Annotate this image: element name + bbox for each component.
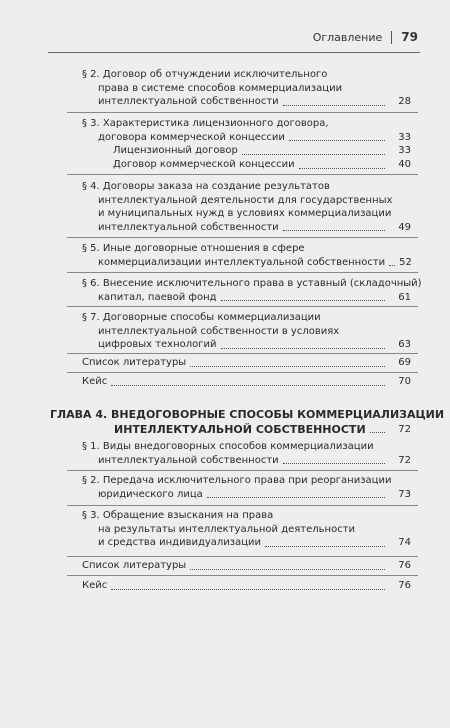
entry-page: 63: [398, 339, 411, 350]
entry-text: § 4. Договоры заказа на создание результатов: [82, 181, 330, 192]
entry-page: 49: [398, 221, 411, 233]
entry-text: § 5. Иные договорные отношения в сфере: [82, 243, 305, 254]
leader-dots: [299, 168, 385, 169]
entry-text: § 2. Передача исключительного права при реорганизации: [82, 475, 392, 486]
leader-dots: [283, 230, 385, 231]
leader-dots: [283, 463, 385, 464]
entry-text: цифровых технологий: [98, 339, 217, 350]
leader-dots: [111, 385, 385, 386]
toc-entry-ch4-bibliography[interactable]: [82, 559, 411, 573]
entry-text: и средства индивидуализации: [98, 537, 262, 548]
entry-page: 52: [399, 256, 412, 268]
leader-dots: [242, 154, 385, 155]
entry-text: интеллектуальной собственности: [98, 96, 279, 107]
entry-divider: [67, 353, 418, 354]
leader-dots: [111, 589, 385, 590]
entry-text: § 3. Обращение взыскания на права: [82, 510, 274, 521]
entry-page: 72: [398, 454, 411, 466]
entry-text: Список литературы: [82, 357, 187, 368]
toc-entry-par5[interactable]: [82, 242, 411, 269]
toc-subentry-license[interactable]: [113, 144, 411, 158]
entry-divider: [67, 112, 418, 113]
entry-divider: [67, 470, 418, 471]
entry-text: § 6. Внесение исключительного права в уставный (складочный): [82, 278, 422, 289]
entry-page: 73: [398, 488, 411, 500]
toc-entry-par2[interactable]: [82, 68, 411, 109]
toc-entry-ch4-par3[interactable]: [82, 509, 411, 550]
entry-text: § 1. Виды внедоговорных способов коммерциализации: [82, 441, 374, 452]
header-rule: [48, 52, 420, 53]
leader-dots: [283, 105, 385, 106]
entry-divider: [67, 556, 418, 557]
entry-divider: [67, 505, 418, 506]
toc-chapter-4[interactable]: [50, 407, 445, 437]
entry-divider: [67, 237, 418, 238]
leader-dots: [289, 140, 385, 141]
toc-entry-par3[interactable]: [82, 117, 411, 144]
leader-dots: [190, 569, 385, 570]
entry-page: 76: [398, 580, 411, 591]
chapter-title: ИНТЕЛЛЕКТУАЛЬНОЙ СОБСТВЕННОСТИ: [114, 423, 366, 436]
entry-page: 61: [398, 291, 411, 303]
entry-page: 74: [398, 537, 411, 548]
entry-page: 69: [398, 357, 411, 368]
leader-dots: [190, 366, 385, 367]
entry-text: § 3. Характеристика лицензионного договора,: [82, 118, 329, 129]
entry-text: Договор коммерческой концессии: [113, 159, 295, 170]
section-name: Оглавление: [312, 30, 383, 44]
entry-text: Список литературы: [82, 560, 187, 571]
toc-entry-par7[interactable]: [82, 311, 411, 352]
leader-dots: [221, 300, 385, 301]
entry-text: и муниципальных нужд в условиях коммерциализации: [98, 208, 392, 219]
entry-text: § 2. Договор об отчуждении исключительного: [82, 69, 328, 80]
entry-page: 33: [398, 131, 411, 143]
running-header: [313, 30, 418, 44]
entry-divider: [67, 174, 418, 175]
entry-page: 28: [398, 96, 411, 107]
entry-text: коммерциализации интеллектуальной собственности: [98, 256, 386, 268]
entry-text: § 7. Договорные способы коммерциализации: [82, 312, 321, 323]
toc-entry-par6[interactable]: [82, 277, 422, 304]
toc-entry-par4[interactable]: [82, 180, 411, 234]
entry-divider: [67, 372, 418, 373]
toc-entry-case[interactable]: [82, 375, 411, 389]
entry-text: юридического лица: [98, 488, 203, 500]
entry-page: 70: [398, 376, 411, 387]
header-separator: [391, 31, 392, 44]
toc-subentry-concession[interactable]: [113, 158, 411, 172]
entry-text: права в системе способов коммерциализации: [98, 82, 343, 94]
entry-page: 33: [398, 145, 411, 156]
toc-entry-ch4-par2[interactable]: [82, 474, 411, 501]
leader-dots: [221, 348, 385, 349]
entry-text: Лицензионный договор: [113, 145, 238, 156]
entry-text: интеллектуальной деятельности для государственных: [98, 194, 393, 206]
entry-divider: [67, 306, 418, 307]
page-number: 79: [401, 30, 418, 44]
entry-page: 40: [398, 159, 411, 170]
entry-divider: [67, 575, 418, 576]
entry-text: Кейс: [82, 376, 108, 387]
entry-text: интеллектуальной собственности: [98, 454, 279, 466]
entry-text: капитал, паевой фонд: [98, 291, 217, 303]
chapter-title: ГЛАВА 4. ВНЕДОГОВОРНЫЕ СПОСОБЫ КОММЕРЦИАЛИЗАЦИИ: [50, 408, 445, 421]
entry-divider: [67, 272, 418, 273]
leader-dots: [265, 546, 385, 547]
entry-page: 72: [398, 424, 411, 435]
entry-page: 76: [398, 560, 411, 571]
entry-text: на результаты интеллектуальной деятельности: [98, 523, 356, 535]
leader-dots: [207, 497, 385, 498]
leader-dots: [370, 432, 385, 433]
entry-text: договора коммерческой концессии: [98, 131, 285, 143]
entry-text: Кейс: [82, 580, 108, 591]
entry-text: интеллектуальной собственности в условиях: [98, 325, 340, 337]
toc-entry-ch4-par1[interactable]: [82, 440, 411, 467]
toc-entry-bibliography[interactable]: [82, 356, 411, 370]
entry-text: интеллектуальной собственности: [98, 221, 279, 233]
toc-entry-ch4-case[interactable]: [82, 579, 411, 593]
leader-dots: [389, 265, 395, 266]
